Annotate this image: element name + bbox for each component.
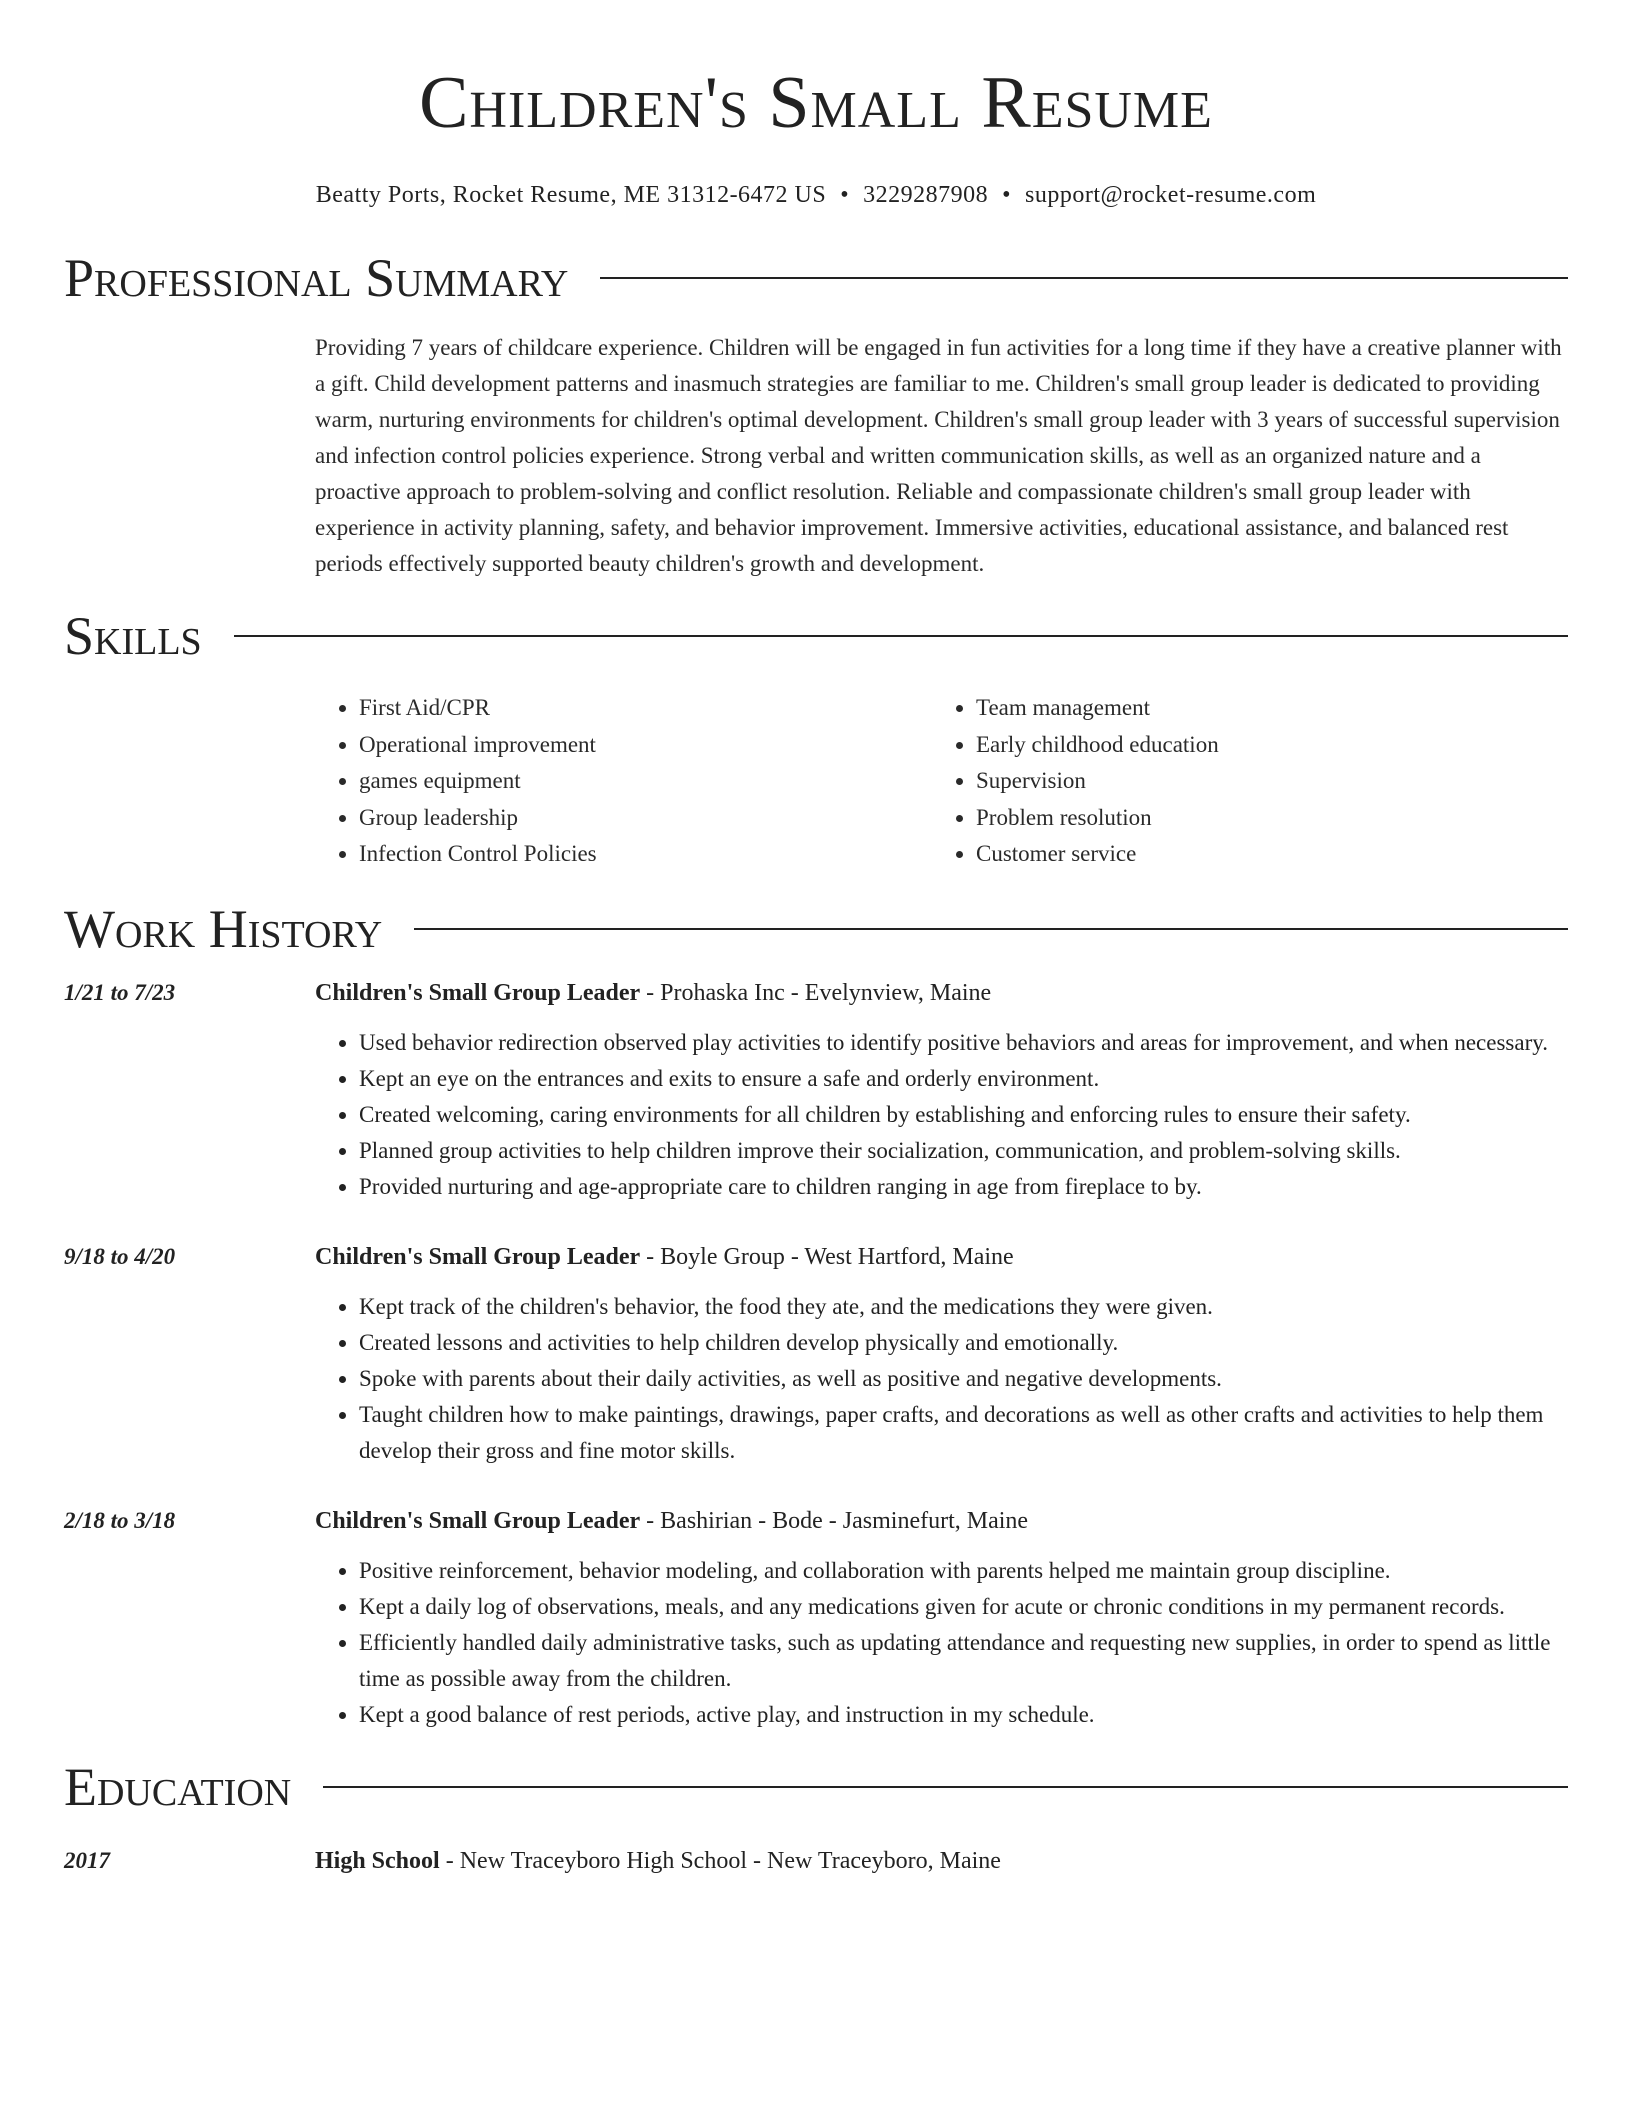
job-bullet: • Efficiently handled daily administrative tasks, such as updating attendance and requesting new supplies, in order to spend as little time as possible away from the children.	[359, 1625, 1568, 1697]
skill-item: • Operational improvement	[359, 727, 932, 764]
section-header	[64, 899, 1568, 959]
job-bullet: • Kept track of the children's behavior, the food they ate, and the medications they were given.	[359, 1289, 1568, 1325]
job-role: Children's Small Group Leader	[315, 1243, 641, 1270]
skills-column-right	[932, 690, 1549, 873]
section-divider	[600, 277, 1568, 279]
job-bullet: • Taught children how to make paintings, drawings, paper crafts, and decorations as well as other crafts and activities to help them develop their gross and fine motor skills.	[359, 1397, 1568, 1469]
job-content	[315, 975, 1568, 1205]
skill-item: • Infection Control Policies	[359, 836, 932, 873]
job-employer: - Boyle Group - West Hartford, Maine	[640, 1243, 1014, 1270]
job-dates: 2/18 to 3/18	[64, 1507, 176, 1533]
section-header	[64, 1757, 1568, 1817]
contact-separator: •	[840, 182, 850, 208]
education-entry	[64, 1843, 1568, 1879]
job-dates: 9/18 to 4/20	[64, 1243, 176, 1269]
skill-item: • Early childhood education	[976, 727, 1549, 764]
skills-list	[315, 690, 1568, 873]
job-bullet: • Positive reinforcement, behavior modeling, and collaboration with parents helped me maintain group discipline.	[359, 1553, 1568, 1589]
education-year: 2017	[64, 1847, 110, 1873]
job-dates: 1/21 to 7/23	[64, 979, 176, 1005]
job-content	[315, 1239, 1568, 1469]
summary-text: Providing 7 years of childcare experience. Children will be engaged in fun activities for a long time if they have a creative planner with a gift. Child development patterns and inasmuch strategies are familiar to me. Children's small group leader is dedicated to providing warm, nurturing environments for children's optimal development. Children's small group leader with 3 years of successful supervision and infection control policies experience. Strong verbal and written communication skills, as well as an organized nature and a proactive approach to problem-solving and conflict resolution. Reliable and compassionate children's small group leader with experience in activity planning, safety, and behavior improvement. Immersive activities, educational assistance, and balanced rest periods effectively supported beauty children's growth and development.	[315, 335, 1562, 576]
job-bullet: • Kept a good balance of rest periods, active play, and instruction in my schedule.	[359, 1697, 1568, 1733]
skill-item: • Group leadership	[359, 800, 932, 837]
work-history-section	[64, 899, 1568, 1733]
job-role: Children's Small Group Leader	[315, 1507, 641, 1534]
job-entry	[64, 1503, 1568, 1733]
contact-address: Beatty Ports, Rocket Resume, ME 31312-6472 US	[315, 182, 827, 208]
job-role: Children's Small Group Leader	[315, 979, 641, 1006]
skill-item: • Customer service	[976, 836, 1549, 873]
section-title: Professional Summary	[64, 248, 569, 308]
section-header	[64, 248, 1568, 308]
job-employer: - Bashirian - Bode - Jasminefurt, Maine	[640, 1507, 1029, 1534]
job-title-line	[315, 1503, 1568, 1539]
section-header	[64, 606, 1568, 666]
education-title-line	[315, 1843, 1568, 1879]
job-entry	[64, 1239, 1568, 1469]
skill-item: • Team management	[976, 690, 1549, 727]
education-content	[315, 1843, 1568, 1879]
skill-item: • First Aid/CPR	[359, 690, 932, 727]
resume-name: Children's Small Resume	[419, 62, 1213, 144]
job-bullets	[315, 1025, 1568, 1205]
section-divider	[323, 1786, 1568, 1788]
contact-line	[64, 180, 1568, 210]
education-degree: High School	[315, 1847, 440, 1874]
job-bullet: • Provided nurturing and age-appropriate care to children ranging in age from fireplace to by.	[359, 1169, 1568, 1205]
contact-email: support@rocket-resume.com	[1025, 182, 1317, 208]
job-title-line	[315, 1239, 1568, 1275]
job-bullet: • Created welcoming, caring environments for all children by establishing and enforcing rules to ensure their safety.	[359, 1097, 1568, 1133]
section-divider	[414, 928, 1568, 930]
job-bullets	[315, 1553, 1568, 1733]
contact-separator: •	[1002, 182, 1012, 208]
job-bullet: • Kept a daily log of observations, meals, and any medications given for acute or chronic conditions in my permanent records.	[359, 1589, 1568, 1625]
section-title: Education	[64, 1756, 292, 1817]
job-bullet: • Planned group activities to help children improve their socialization, communication, and problem-solving skills.	[359, 1133, 1568, 1169]
skill-item: • Supervision	[976, 763, 1549, 800]
job-entry	[64, 975, 1568, 1205]
job-bullet: • Used behavior redirection observed play activities to identify positive behaviors and areas for improvement, and when necessary.	[359, 1025, 1568, 1061]
skill-item: • games equipment	[359, 763, 932, 800]
job-bullets	[315, 1289, 1568, 1469]
skill-item: • Problem resolution	[976, 800, 1549, 837]
job-bullet: • Kept an eye on the entrances and exits to ensure a safe and orderly environment.	[359, 1061, 1568, 1097]
section-title: Skills	[64, 606, 202, 666]
section-divider	[234, 635, 1568, 637]
job-employer: - Prohaska Inc - Evelynview, Maine	[640, 979, 992, 1006]
education-school: - New Traceyboro High School - New Traceyboro, Maine	[439, 1847, 1001, 1874]
education-section	[64, 1757, 1568, 1879]
summary-section	[64, 248, 1568, 582]
job-content	[315, 1503, 1568, 1733]
section-title: Work History	[64, 898, 383, 959]
job-bullet: • Spoke with parents about their daily activities, as well as positive and negative developments.	[359, 1361, 1568, 1397]
job-bullet: • Created lessons and activities to help children develop physically and emotionally.	[359, 1325, 1568, 1361]
contact-phone: 3229287908	[863, 182, 989, 208]
job-title-line	[315, 975, 1568, 1011]
skills-column-left	[315, 690, 932, 873]
skills-section	[64, 606, 1568, 873]
